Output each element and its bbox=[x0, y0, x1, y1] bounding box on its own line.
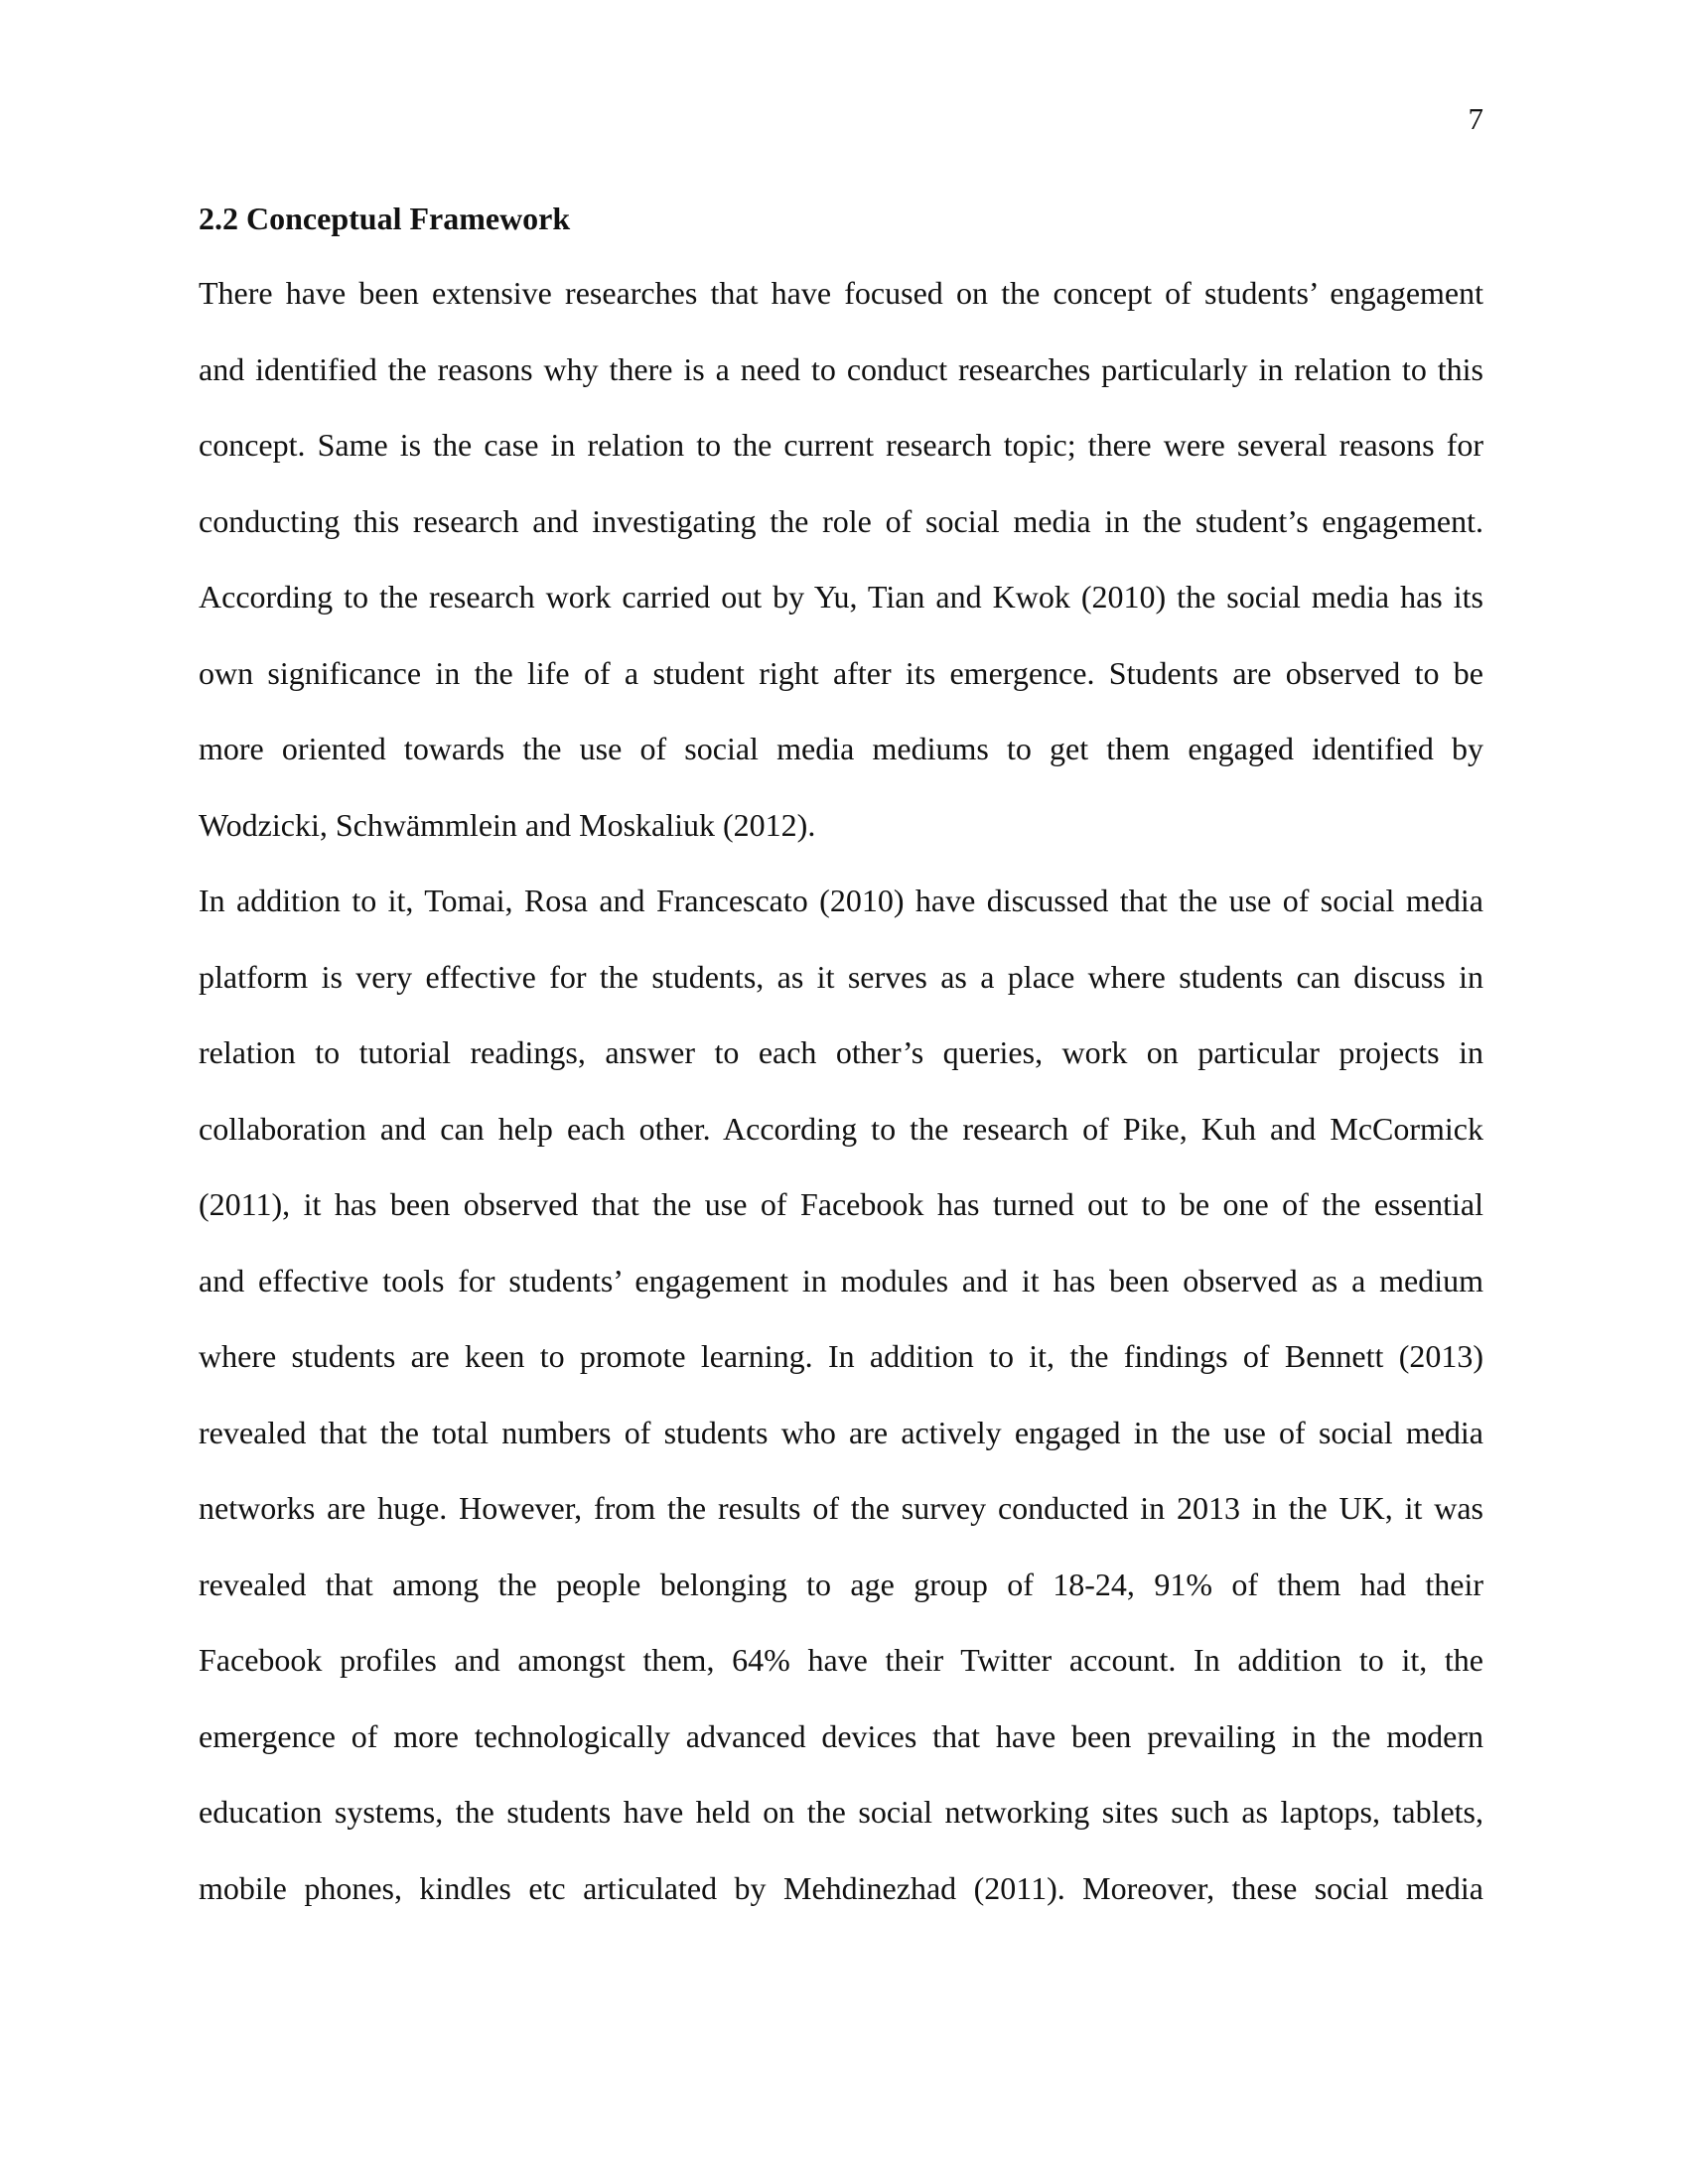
text-line: platform is very effective for the students, as it serves as a place where students can discuss in bbox=[199, 958, 1483, 995]
text-line: There have been extensive researches that have focused on the concept of students’ engagement bbox=[199, 275, 1483, 311]
text-line: collaboration and can help each other. According to the research of Pike, Kuh and McCormick bbox=[199, 1110, 1483, 1147]
text-line: and identified the reasons why there is a need to conduct researches particularly in relation to this bbox=[199, 350, 1483, 387]
text-line: more oriented towards the use of social media mediums to get them engaged identified by bbox=[199, 731, 1483, 766]
text-line: education systems, the students have held on the social networking sites such as laptops, tablets, bbox=[199, 1794, 1483, 1830]
text-line: mobile phones, kindles etc articulated by Mehdinezhad (2011). Moreover, these social media bbox=[199, 1869, 1483, 1906]
text-line: emergence of more technologically advanced devices that have been prevailing in the modern bbox=[199, 1717, 1483, 1754]
text-line: revealed that the total numbers of students who are actively engaged in the use of social media bbox=[199, 1414, 1483, 1450]
text-line: own significance in the life of a student right after its emergence. Students are observed to be bbox=[199, 654, 1483, 691]
text-line: conducting this research and investigating the role of social media in the student’s engagement. bbox=[199, 502, 1483, 539]
body-text bbox=[199, 272, 1483, 1943]
text-line: concept. Same is the case in relation to the current research topic; there were several reasons for bbox=[199, 427, 1483, 463]
page-number: 7 bbox=[1468, 101, 1483, 136]
section-heading: 2.2 Conceptual Framework bbox=[199, 201, 571, 236]
text-line: In addition to it, Tomai, Rosa and Francescato (2010) have discussed that the use of social media bbox=[199, 883, 1483, 918]
text-line: (2011), it has been observed that the use of Facebook has turned out to be one of the essential bbox=[199, 1186, 1483, 1222]
text-line: networks are huge. However, from the results of the survey conducted in 2013 in the UK, it was bbox=[199, 1490, 1483, 1526]
text-line: Facebook profiles and amongst them, 64% have their Twitter account. In addition to it, the bbox=[199, 1642, 1483, 1678]
text-line: relation to tutorial readings, answer to each other’s queries, work on particular projects in bbox=[199, 1034, 1483, 1070]
text-line: According to the research work carried out by Yu, Tian and Kwok (2010) the social media has its bbox=[199, 579, 1483, 614]
text-line: and effective tools for students’ engagement in modules and it has been observed as a medium bbox=[199, 1262, 1483, 1298]
text-line: where students are keen to promote learning. In addition to it, the findings of Bennett (2013) bbox=[199, 1338, 1483, 1374]
text-line: revealed that among the people belonging to age group of 18-24, 91% of them had their bbox=[199, 1566, 1483, 1602]
text-line: Wodzicki, Schwämmlein and Moskaliuk (2012). bbox=[199, 806, 816, 843]
